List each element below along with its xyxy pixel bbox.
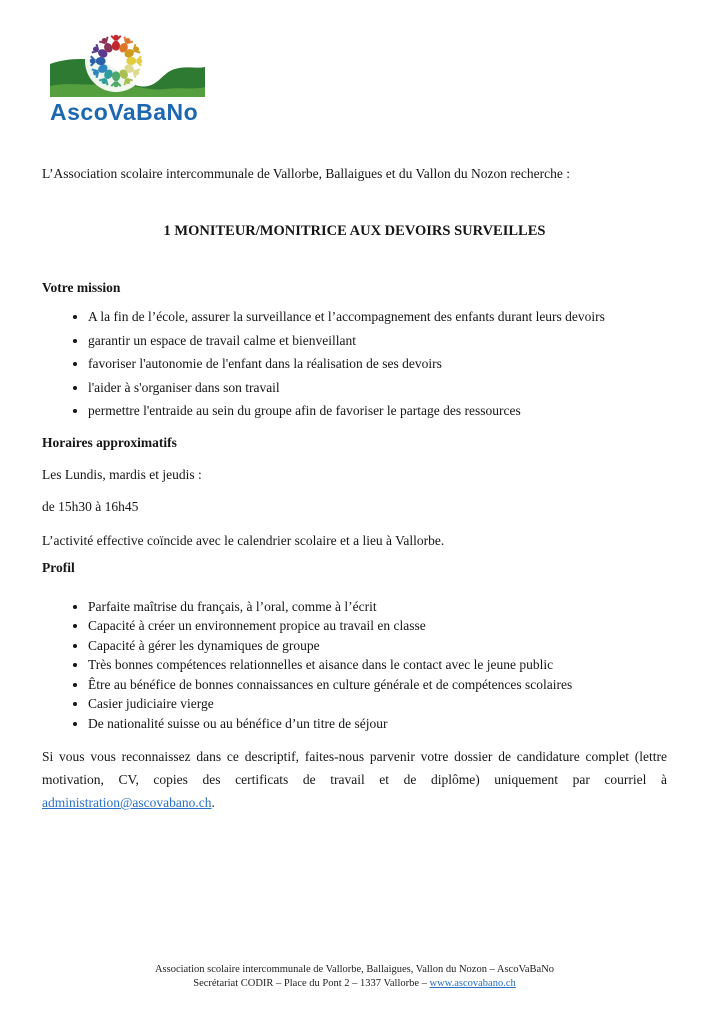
list-item: • Être au bénéfice de bonnes connaissances en culture générale et de compétences scolaires <box>88 675 667 695</box>
closing-text: Si vous vous reconnaissez dans ce descriptif, faites-nous parvenir votre dossier de candidature complet (lettre motivation, CV, copies des certificats de travail et de diplôme) uniquement par courriel à <box>42 749 667 787</box>
list-item: • favoriser l'autonomie de l'enfant dans la réalisation de ses devoirs <box>88 352 667 376</box>
list-item: • De nationalité suisse ou au bénéfice d’un titre de séjour <box>88 714 667 734</box>
job-title: 1 MONITEUR/MONITRICE AUX DEVOIRS SURVEILLES <box>163 223 546 239</box>
horaires-time: de 15h30 à 16h45 <box>42 498 139 514</box>
profil-heading: Profil <box>42 559 75 575</box>
list-item: • Capacité à créer un environnement propice au travail en classe <box>88 616 667 636</box>
page-footer <box>0 963 709 991</box>
email-link[interactable]: administration@ascovabano.ch <box>42 795 212 810</box>
footer-address: Secrétariat CODIR – Place du Pont 2 – 1337 Vallorbe – <box>193 978 430 989</box>
list-item: • l'aider à s'organiser dans son travail <box>88 376 667 400</box>
mission-list <box>72 305 667 423</box>
intro-paragraph: L’Association scolaire intercommunale de Vallorbe, Ballaigues et du Vallon du Nozon recherche : <box>42 166 570 181</box>
footer-line2 <box>0 977 709 991</box>
list-item: • garantir un espace de travail calme et bienveillant <box>88 329 667 353</box>
closing-paragraph <box>42 745 667 814</box>
list-item: • permettre l'entraide au sein du groupe afin de favoriser le partage des ressources <box>88 399 667 423</box>
horaires-heading: Horaires approximatifs <box>42 434 177 450</box>
horaires-note: L’activité effective coïncide avec le calendrier scolaire et a lieu à Vallorbe. <box>42 532 445 548</box>
ascovabano-logo-icon <box>50 33 205 97</box>
list-item: • Capacité à gérer les dynamiques de groupe <box>88 636 667 656</box>
horaires-days: Les Lundis, mardis et jeudis : <box>42 466 202 482</box>
profil-list <box>72 597 667 734</box>
footer-line1: Association scolaire intercommunale de Vallorbe, Ballaigues, Vallon du Nozon – AscoVaBaNo <box>154 964 555 975</box>
footer-website-link[interactable]: www.ascovabano.ch <box>429 978 516 989</box>
list-item: • Très bonnes compétences relationnelles et aisance dans le contact avec le jeune public <box>88 655 667 675</box>
list-item: • Parfaite maîtrise du français, à l’oral, comme à l’écrit <box>88 597 667 617</box>
closing-period: . <box>211 795 215 810</box>
mission-heading: Votre mission <box>42 280 121 295</box>
logo <box>50 33 210 126</box>
list-item: • Casier judiciaire vierge <box>88 694 667 714</box>
list-item: • A la fin de l’école, assurer la surveillance et l’accompagnement des enfants durant leurs devoirs <box>88 305 667 329</box>
logo-wordmark: AscoVaBaNo <box>50 99 199 125</box>
